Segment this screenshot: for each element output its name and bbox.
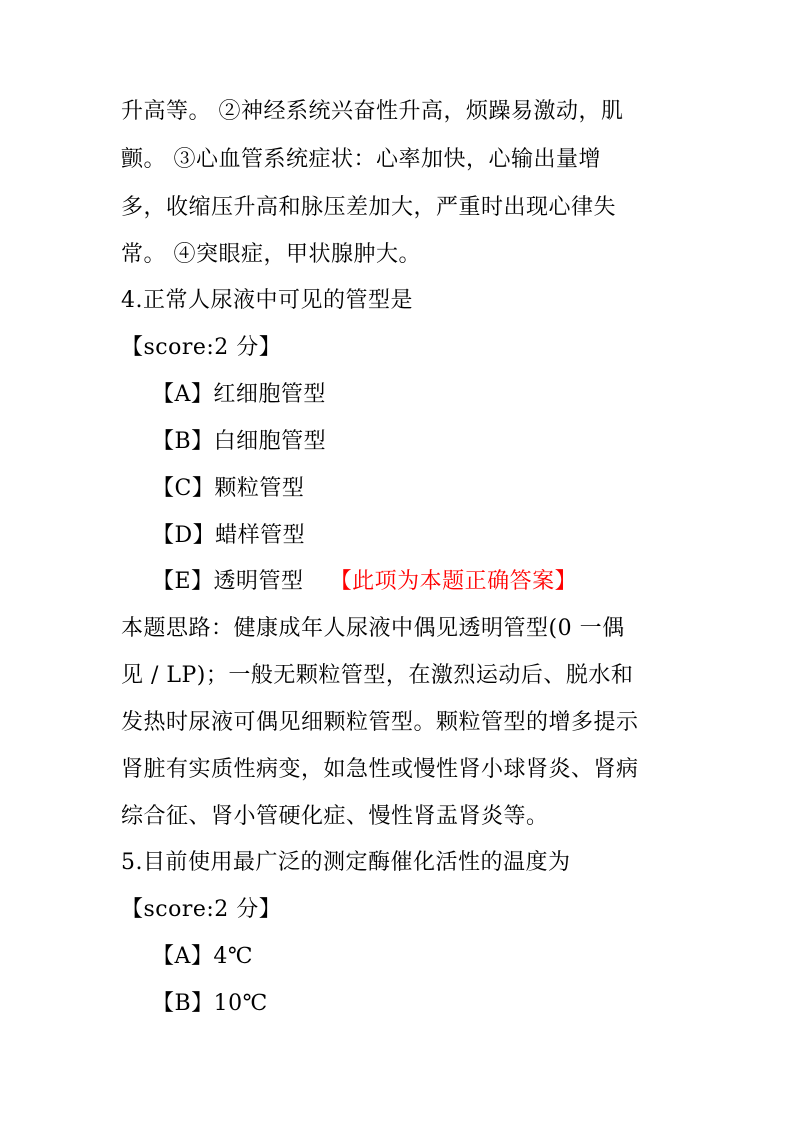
question-4-option-e-label: 【E】透明管型	[152, 569, 304, 594]
explanation-line-1: 本题思路：健康成年人尿液中偶见透明管型(0 一偶	[121, 616, 625, 641]
question-5-score: 【score:2 分】	[121, 897, 282, 922]
question-4-option-d: 【D】蜡样管型	[152, 523, 306, 548]
intro-line-1: 升高等。 ②神经系统兴奋性升高，烦躁易激动，肌	[121, 99, 624, 124]
explanation-line-4: 肾脏有实质性病变，如急性或慢性肾小球肾炎、肾病	[121, 757, 639, 782]
intro-line-3: 多，收缩压升高和脉压差加大，严重时出现心律失	[121, 195, 617, 220]
intro-line-4: 常。 ④突眼症，甲状腺肿大。	[121, 242, 421, 267]
question-4-option-e	[152, 567, 577, 597]
question-5-text: 5.目前使用最广泛的测定酶催化活性的温度为	[121, 850, 571, 875]
explanation-line-5: 综合征、肾小管硬化症、慢性肾盂肾炎等。	[121, 804, 549, 829]
question-4-option-b: 【B】白细胞管型	[152, 429, 327, 454]
question-4-option-c: 【C】颗粒管型	[152, 476, 305, 501]
question-4-text: 4.正常人尿液中可见的管型是	[121, 288, 413, 313]
question-5-option-b: 【B】10℃	[152, 991, 268, 1016]
question-4-option-a: 【A】红细胞管型	[152, 382, 326, 407]
question-4-score: 【score:2 分】	[121, 335, 282, 360]
correct-answer-note: 【此项为本题正确答案】	[329, 569, 578, 594]
explanation-line-2: 见 / LP)；一般无颗粒管型，在激烈运动后、脱水和	[121, 663, 634, 688]
explanation-line-3: 发热时尿液可偶见细颗粒管型。颗粒管型的增多提示	[121, 710, 639, 735]
intro-line-2: 颤。 ③心血管系统症状：心率加快，心输出量增	[121, 147, 601, 172]
question-5-option-a: 【A】4℃	[152, 944, 253, 969]
